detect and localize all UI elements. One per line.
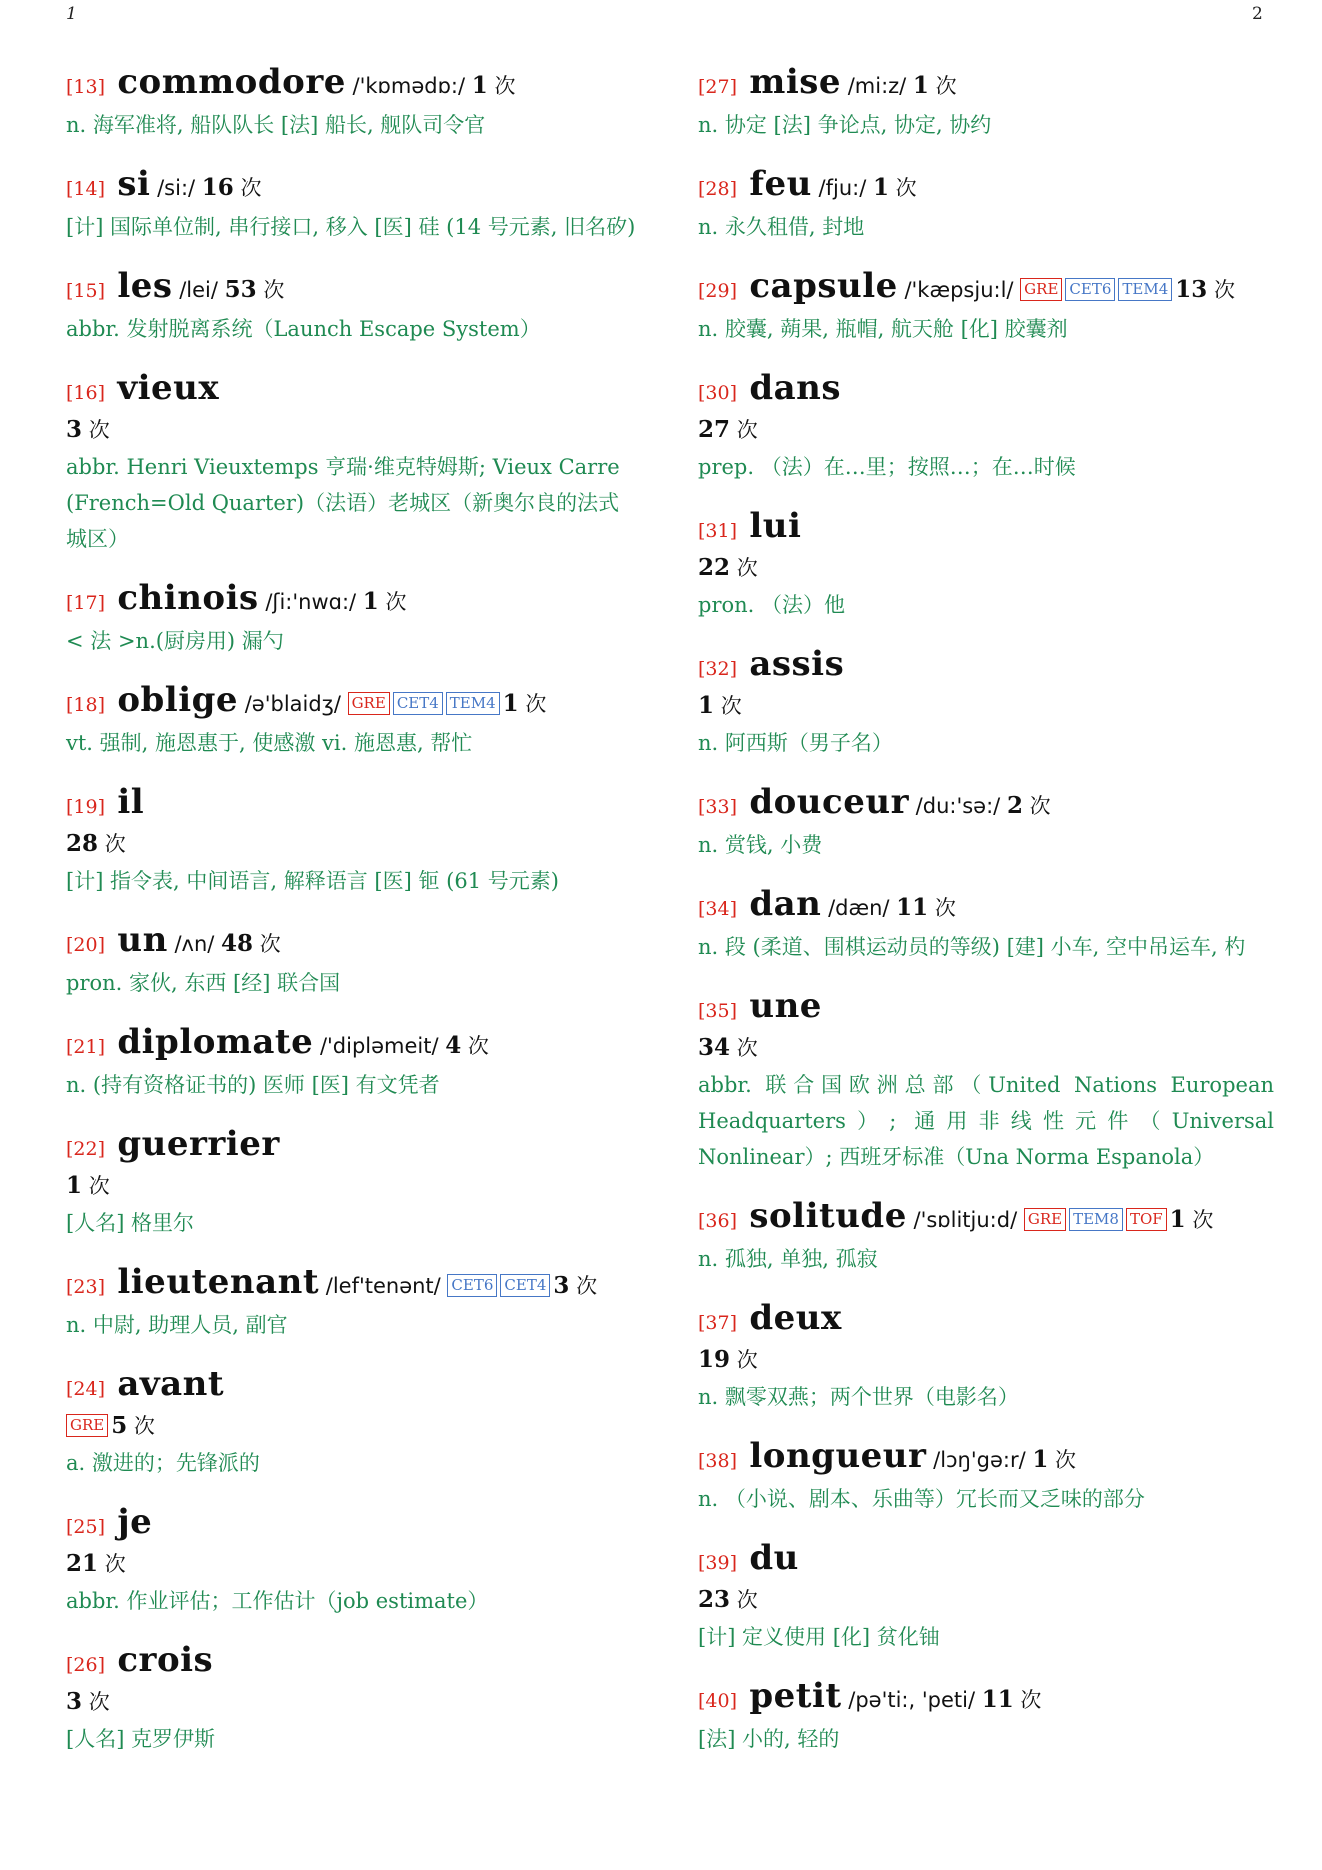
definition: < 法 >n.(厨房用) 漏勺 (66, 629, 284, 653)
count-number: 3 (66, 416, 83, 443)
definition: n. 协定 [法] 争论点, 协定, 协约 (698, 113, 992, 137)
dictionary-entry (698, 885, 1274, 965)
phonetic: /ʌn/ (167, 932, 222, 956)
dictionary-entry (698, 1197, 1274, 1277)
headword: feu (737, 164, 812, 204)
count-unit: 次 (233, 176, 262, 200)
definition: n. 飘零双燕；两个世界（电影名） (698, 1385, 1019, 1409)
dictionary-entry (698, 63, 1274, 143)
occurrence-count (873, 176, 917, 200)
count-unit: 次 (82, 1174, 110, 1198)
entry-headline (698, 783, 1274, 827)
dictionary-entry (66, 267, 636, 347)
occurrence-count (202, 176, 262, 200)
definition: [人名] 格里尔 (66, 1211, 195, 1235)
count-line (698, 1343, 1274, 1379)
dictionary-entry (66, 369, 636, 557)
definition: n. 孤独, 单独, 孤寂 (698, 1247, 878, 1271)
dictionary-entry (66, 1125, 636, 1241)
dictionary-entry (66, 1263, 636, 1343)
count-unit: 次 (1185, 1208, 1214, 1232)
count-unit: 次 (714, 694, 742, 718)
occurrence-count (1032, 1448, 1076, 1472)
headword: commodore (105, 62, 346, 102)
occurrence-count (982, 1688, 1042, 1712)
headword: les (105, 266, 173, 306)
entry-index: [40] (698, 1690, 738, 1712)
phonetic: /si:/ (150, 176, 202, 200)
headword: lui (737, 506, 802, 546)
headword: longueur (737, 1436, 927, 1476)
count-line (698, 551, 1274, 587)
count-line (698, 1583, 1274, 1619)
occurrence-count (472, 74, 516, 98)
occurrence-count (445, 1034, 489, 1058)
headword: une (737, 986, 822, 1026)
entry-index: [37] (698, 1312, 738, 1334)
count-unit: 次 (1013, 1688, 1042, 1712)
entry-headline (66, 921, 636, 965)
definition: abbr. Henri Vieuxtemps 亨瑞·维克特姆斯; Vieux Carre (French=Old Quarter)（法语）老城区（新奥尔良的法式城区） (66, 455, 620, 551)
dictionary-entry (698, 1299, 1274, 1415)
dictionary-entry (698, 267, 1274, 347)
headword: guerrier (105, 1124, 280, 1164)
count-number: 1 (872, 174, 889, 201)
entry-headline (698, 63, 1274, 107)
entry-headline (66, 267, 636, 311)
phonetic: /lef'tenənt/ (319, 1274, 448, 1298)
headword: assis (737, 644, 845, 684)
occurrence-count (698, 418, 758, 442)
exam-tag: CET4 (393, 692, 443, 715)
count-number: 21 (66, 1550, 99, 1577)
definition: [人名] 克罗伊斯 (66, 1727, 216, 1751)
count-unit: 次 (730, 556, 758, 580)
headword: mise (737, 62, 842, 102)
count-unit: 次 (98, 832, 126, 856)
entry-index: [35] (698, 1000, 738, 1022)
exam-tag: GRE (1024, 1208, 1066, 1231)
count-number: 1 (1169, 1206, 1186, 1233)
occurrence-count (1175, 278, 1235, 302)
count-line (66, 1409, 636, 1445)
count-number: 28 (66, 830, 99, 857)
phonetic: /'kɒmədɒ:/ (345, 74, 472, 98)
count-number: 22 (698, 554, 731, 581)
entry-index: [27] (698, 76, 738, 98)
entry-headline (66, 369, 636, 413)
entry-headline (66, 681, 636, 725)
entry-headline (698, 1539, 1274, 1583)
entry-headline (698, 645, 1274, 689)
definition: abbr. 发射脱离系统（Launch Escape System） (66, 317, 541, 341)
headword: deux (737, 1298, 842, 1338)
entry-index: [17] (66, 592, 106, 614)
exam-tag: TEM4 (446, 692, 500, 715)
occurrence-count (66, 1690, 110, 1714)
entry-index: [33] (698, 796, 738, 818)
count-number: 19 (698, 1346, 731, 1373)
dictionary-entry (66, 681, 636, 761)
definition: n. 海军准将, 船队队长 [法] 船长, 舰队司令官 (66, 113, 486, 137)
definition: vt. 强制, 施恩惠于, 使感激 vi. 施恩惠, 帮忙 (66, 731, 473, 755)
phonetic: /'kæpsju:l/ (897, 278, 1021, 302)
headword: lieutenant (105, 1262, 320, 1302)
entry-index: [23] (66, 1276, 106, 1298)
exam-tag: GRE (66, 1414, 108, 1437)
occurrence-count (553, 1274, 597, 1298)
headword: il (105, 782, 145, 822)
definition: [计] 定义使用 [化] 贫化铀 (698, 1625, 940, 1649)
occurrence-count (698, 1348, 758, 1372)
page-number-left: 1 (66, 4, 77, 24)
entry-headline (66, 63, 636, 107)
count-unit: 次 (928, 74, 957, 98)
count-line (66, 1169, 636, 1205)
count-unit: 次 (730, 1348, 758, 1372)
count-number: 27 (698, 416, 731, 443)
count-number: 1 (362, 588, 379, 615)
count-unit: 次 (461, 1034, 489, 1058)
entry-index: [39] (698, 1552, 738, 1574)
definition: n. 胶囊, 蒴果, 瓶帽, 航天舱 [化] 胶囊剂 (698, 317, 1068, 341)
entry-index: [29] (698, 280, 738, 302)
entry-index: [25] (66, 1516, 106, 1538)
count-unit: 次 (730, 1588, 758, 1612)
count-unit: 次 (487, 74, 516, 98)
occurrence-count (503, 692, 547, 716)
count-number: 11 (981, 1686, 1014, 1713)
entry-headline (698, 885, 1274, 929)
headword: oblige (105, 680, 239, 720)
headword: petit (737, 1676, 842, 1716)
entry-headline (698, 507, 1274, 551)
entry-index: [30] (698, 382, 738, 404)
entry-index: [20] (66, 934, 106, 956)
count-line (66, 1685, 636, 1721)
dictionary-entry (66, 1023, 636, 1103)
count-number: 23 (698, 1586, 731, 1613)
count-number: 1 (471, 72, 488, 99)
count-line (698, 689, 1274, 725)
headword: si (105, 164, 151, 204)
definition: abbr. 联合国欧洲总部（United Nations European Headquarters）; 通用非线性元件（Universal Nonlinear）; 西班牙标准（Una Norma Espanola） (698, 1073, 1274, 1169)
headword: un (105, 920, 168, 960)
headword: dan (737, 884, 822, 924)
count-line (66, 1547, 636, 1583)
count-unit: 次 (82, 1690, 110, 1714)
definition: n. 段 (柔道、围棋运动员的等级) [建] 小车, 空中吊运车, 杓 (698, 935, 1246, 959)
entry-index: [34] (698, 898, 738, 920)
occurrence-count (363, 590, 407, 614)
occurrence-count (111, 1414, 155, 1438)
exam-tag: TEM4 (1118, 278, 1172, 301)
definition: n. 赏钱, 小费 (698, 833, 823, 857)
entry-headline (66, 1641, 636, 1685)
count-number: 34 (698, 1034, 731, 1061)
entry-headline (698, 1197, 1274, 1241)
occurrence-count (698, 556, 758, 580)
definition: pron. （法）他 (698, 593, 845, 617)
count-unit: 次 (730, 1036, 758, 1060)
entry-index: [28] (698, 178, 738, 200)
count-unit: 次 (518, 692, 547, 716)
exam-tag: CET6 (1065, 278, 1115, 301)
count-unit: 次 (1022, 794, 1051, 818)
dictionary-entry (698, 645, 1274, 761)
phonetic: /'sɒlitju:d/ (906, 1208, 1024, 1232)
definition: [法] 小的, 轻的 (698, 1727, 840, 1751)
entry-headline (66, 783, 636, 827)
definition: n. (持有资格证书的) 医师 [医] 有文凭者 (66, 1073, 440, 1097)
definition: n. 永久租借, 封地 (698, 215, 865, 239)
count-line (66, 827, 636, 863)
occurrence-count (1170, 1208, 1214, 1232)
definition: [计] 指令表, 中间语言, 解释语言 [医] 钷 (61 号元素) (66, 869, 559, 893)
dictionary-entry (698, 1437, 1274, 1517)
occurrence-count (698, 1036, 758, 1060)
headword: diplomate (105, 1022, 314, 1062)
occurrence-count (66, 1174, 110, 1198)
entry-index: [26] (66, 1654, 106, 1676)
headword: chinois (105, 578, 259, 618)
occurrence-count (225, 278, 285, 302)
entry-index: [14] (66, 178, 106, 200)
entry-headline (66, 579, 636, 623)
entry-index: [32] (698, 658, 738, 680)
right-column (698, 63, 1274, 1779)
exam-tag: CET6 (447, 1274, 497, 1297)
phonetic: /du:'sə:/ (909, 794, 1007, 818)
entry-index: [31] (698, 520, 738, 542)
definition: a. 激进的；先锋派的 (66, 1451, 260, 1475)
entry-headline (698, 1437, 1274, 1481)
count-unit: 次 (730, 418, 758, 442)
entry-headline (66, 1365, 636, 1409)
phonetic: /ʃi:'nwɑ:/ (258, 590, 363, 614)
dictionary-entry (66, 165, 636, 245)
count-unit: 次 (127, 1414, 155, 1438)
count-line (66, 413, 636, 449)
definition: pron. 家伙, 东西 [经] 联合国 (66, 971, 341, 995)
headword: je (105, 1502, 153, 1542)
entry-index: [36] (698, 1210, 738, 1232)
entry-index: [13] (66, 76, 106, 98)
count-unit: 次 (256, 278, 285, 302)
definition: [计] 国际单位制, 串行接口, 移入 [医] 硅 (14 号元素, 旧名矽) (66, 215, 636, 239)
exam-tag: GRE (1020, 278, 1062, 301)
occurrence-count (698, 694, 742, 718)
headword: solitude (737, 1196, 907, 1236)
entry-index: [22] (66, 1138, 106, 1160)
occurrence-count (66, 832, 126, 856)
definition: prep. （法）在…里；按照…；在…时候 (698, 455, 1076, 479)
phonetic: /pə'ti:, 'peti/ (841, 1688, 982, 1712)
count-number: 1 (66, 1172, 83, 1199)
headword: avant (105, 1364, 225, 1404)
exam-tag: TOF (1126, 1208, 1167, 1231)
entry-headline (66, 1023, 636, 1067)
entry-headline (698, 267, 1274, 311)
count-number: 1 (912, 72, 929, 99)
count-number: 13 (1175, 276, 1208, 303)
occurrence-count (66, 418, 110, 442)
occurrence-count (698, 1588, 758, 1612)
count-number: 11 (896, 894, 929, 921)
phonetic: /fju:/ (811, 176, 873, 200)
count-line (698, 413, 1274, 449)
definition: n. （小说、剧本、乐曲等）冗长而又乏味的部分 (698, 1487, 1145, 1511)
count-number: 53 (224, 276, 257, 303)
entry-headline (66, 1125, 636, 1169)
exam-tag: TEM8 (1069, 1208, 1123, 1231)
headword: dans (737, 368, 842, 408)
count-number: 3 (66, 1688, 83, 1715)
left-column (66, 63, 636, 1779)
entry-headline (66, 1263, 636, 1307)
dictionary-entry (698, 783, 1274, 863)
phonetic: /'dipləmeit/ (313, 1034, 446, 1058)
count-number: 1 (502, 690, 519, 717)
count-line (698, 1031, 1274, 1067)
phonetic: /lɔŋ'gə:r/ (926, 1448, 1033, 1472)
entry-index: [38] (698, 1450, 738, 1472)
count-unit: 次 (569, 1274, 598, 1298)
headword: douceur (737, 782, 909, 822)
headword: crois (105, 1640, 214, 1680)
count-number: 48 (221, 930, 254, 957)
occurrence-count (913, 74, 957, 98)
occurrence-count (66, 1552, 126, 1576)
dictionary-entry (66, 1503, 636, 1619)
count-unit: 次 (928, 896, 956, 920)
phonetic: /dæn/ (821, 896, 897, 920)
count-number: 4 (445, 1032, 462, 1059)
dictionary-entry (66, 63, 636, 143)
entry-headline (66, 1503, 636, 1547)
definition: abbr. 作业评估；工作估计（job estimate） (66, 1589, 489, 1613)
count-unit: 次 (1048, 1448, 1077, 1472)
count-number: 16 (201, 174, 234, 201)
count-unit: 次 (82, 418, 110, 442)
phonetic: /mi:z/ (841, 74, 913, 98)
dictionary-entry (698, 1539, 1274, 1655)
count-number: 2 (1006, 792, 1023, 819)
entry-headline (698, 165, 1274, 209)
entry-headline (698, 1677, 1274, 1721)
phonetic: /lei/ (172, 278, 225, 302)
entry-index: [21] (66, 1036, 106, 1058)
entry-headline (66, 165, 636, 209)
dictionary-entry (698, 369, 1274, 485)
dictionary-entry (66, 921, 636, 1001)
dictionary-entry (698, 1677, 1274, 1757)
phonetic: /ə'blaidʒ/ (238, 692, 348, 716)
count-number: 1 (1032, 1446, 1049, 1473)
count-unit: 次 (378, 590, 407, 614)
count-unit: 次 (98, 1552, 126, 1576)
entry-headline (698, 987, 1274, 1031)
page-number-right: 2 (1252, 4, 1263, 24)
occurrence-count (896, 896, 956, 920)
dictionary-entry (66, 579, 636, 659)
dictionary-entry (66, 783, 636, 899)
dictionary-entry (66, 1365, 636, 1481)
entry-headline (698, 369, 1274, 413)
entry-index: [24] (66, 1378, 106, 1400)
dictionary-entry (698, 507, 1274, 623)
count-number: 1 (698, 692, 715, 719)
occurrence-count (1007, 794, 1051, 818)
dictionary-entry (698, 165, 1274, 245)
count-unit: 次 (1207, 278, 1235, 302)
headword: vieux (105, 368, 220, 408)
occurrence-count (221, 932, 281, 956)
headword: du (737, 1538, 799, 1578)
dictionary-entry (698, 987, 1274, 1175)
entry-index: [15] (66, 280, 106, 302)
headword: capsule (737, 266, 898, 306)
count-unit: 次 (888, 176, 917, 200)
dictionary-entry (66, 1641, 636, 1757)
definition: n. 阿西斯（男子名） (698, 731, 893, 755)
entry-headline (698, 1299, 1274, 1343)
entry-index: [18] (66, 694, 106, 716)
count-number: 3 (553, 1272, 570, 1299)
exam-tag: CET4 (500, 1274, 550, 1297)
entry-index: [19] (66, 796, 106, 818)
exam-tag: GRE (348, 692, 390, 715)
count-unit: 次 (253, 932, 281, 956)
count-number: 5 (111, 1412, 128, 1439)
entry-index: [16] (66, 382, 106, 404)
definition: n. 中尉, 助理人员, 副官 (66, 1313, 288, 1337)
